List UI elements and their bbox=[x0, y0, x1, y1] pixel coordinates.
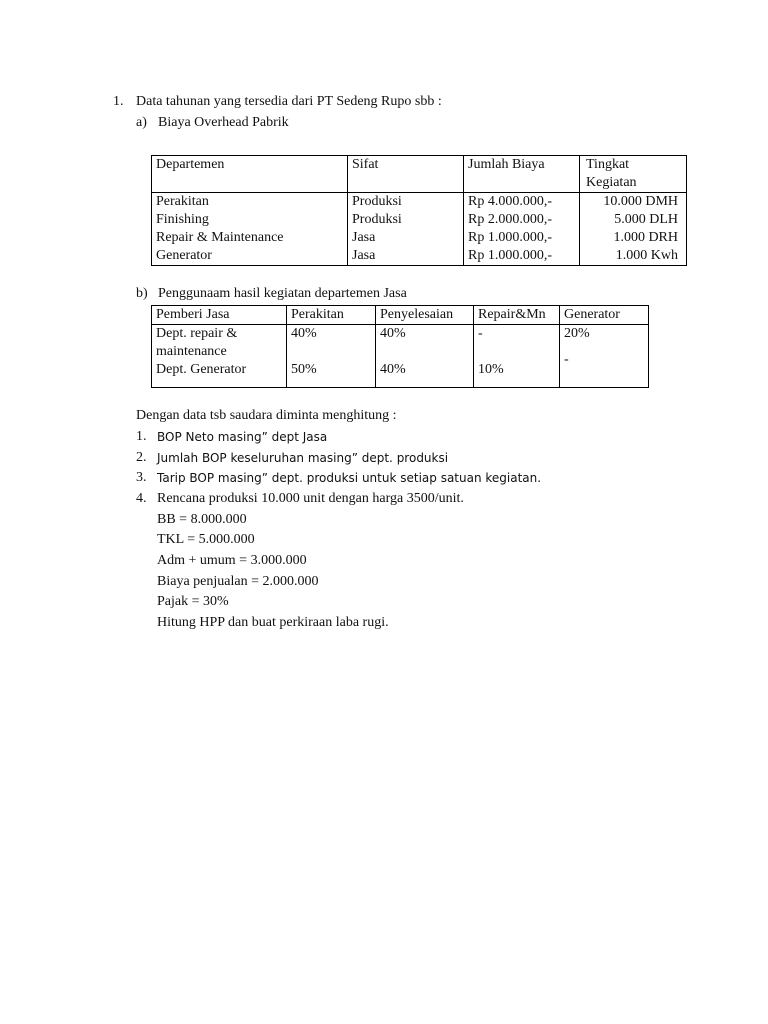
header-generator: Generator bbox=[560, 306, 649, 325]
task-3-text: Tarip BOP masing” dept. produksi untuk setiap satuan kegiatan. bbox=[157, 471, 542, 485]
table-cell: 50% bbox=[291, 362, 317, 377]
q1-text: Data tahunan yang tersedia dari PT Sedeng Rupo sbb : bbox=[136, 94, 442, 109]
col-jumlah-biaya bbox=[464, 193, 580, 266]
table-cell: 40% bbox=[380, 326, 406, 341]
task-4-text: Rencana produksi 10.000 unit dengan harga 3500/unit. bbox=[157, 491, 464, 506]
table-cell: Repair & Maintenance bbox=[156, 230, 284, 245]
table-cell: Dept. repair & bbox=[156, 326, 238, 341]
overhead-table-header bbox=[152, 156, 687, 193]
table-cell: Finishing bbox=[156, 212, 209, 227]
table-cell: Rp 1.000.000,- bbox=[468, 230, 552, 245]
task-2-number: 2. bbox=[136, 450, 147, 465]
col-generator bbox=[560, 325, 649, 388]
table-cell: Rp 2.000.000,- bbox=[468, 212, 552, 227]
detail-biaya-penjualan: Biaya penjualan = 2.000.000 bbox=[157, 574, 319, 589]
table-cell: 40% bbox=[380, 362, 406, 377]
part-b-label: b) bbox=[136, 286, 148, 301]
header-perakitan: Perakitan bbox=[287, 306, 376, 325]
col-sifat bbox=[348, 193, 464, 266]
detail-pajak: Pajak = 30% bbox=[157, 594, 229, 609]
detail-bb: BB = 8.000.000 bbox=[157, 512, 247, 527]
header-departemen: Departemen bbox=[152, 156, 348, 193]
overhead-table bbox=[151, 155, 687, 266]
q1-number: 1. bbox=[113, 94, 124, 109]
table-cell: Produksi bbox=[352, 212, 402, 227]
overhead-table-body bbox=[152, 193, 687, 266]
part-b-title: Penggunaam hasil kegiatan departemen Jasa bbox=[158, 286, 407, 301]
header-sifat: Sifat bbox=[348, 156, 464, 193]
table-cell: 40% bbox=[291, 326, 317, 341]
tasks-intro: Dengan data tsb saudara diminta menghitung : bbox=[136, 408, 397, 423]
header-jumlah-biaya: Jumlah Biaya bbox=[464, 156, 580, 193]
detail-adm-umum: Adm + umum = 3.000.000 bbox=[157, 553, 307, 568]
table-cell: Perakitan bbox=[156, 194, 209, 209]
header-penyelesaian: Penyelesaian bbox=[376, 306, 474, 325]
table-cell: - bbox=[564, 352, 569, 367]
col-perakitan bbox=[287, 325, 376, 388]
table-cell: Jasa bbox=[352, 248, 376, 263]
task-2-text: Jumlah BOP keseluruhan masing” dept. produksi bbox=[157, 451, 449, 465]
table-cell: 10.000 DMH bbox=[603, 194, 678, 209]
part-a-title: Biaya Overhead Pabrik bbox=[158, 115, 289, 130]
header-pemberi-jasa: Pemberi Jasa bbox=[152, 306, 287, 325]
table-cell: Dept. Generator bbox=[156, 362, 247, 377]
table-cell: Rp 1.000.000,- bbox=[468, 248, 552, 263]
task-3-number: 3. bbox=[136, 470, 147, 485]
table-cell: maintenance bbox=[156, 344, 227, 359]
service-usage-header bbox=[152, 306, 649, 325]
col-pemberi-jasa bbox=[152, 325, 287, 388]
task-1-number: 1. bbox=[136, 429, 147, 444]
table-cell: 1.000 DRH bbox=[613, 230, 678, 245]
header-tingkat-kegiatan: Tingkat Kegiatan bbox=[580, 156, 687, 193]
table-cell: 10% bbox=[478, 362, 504, 377]
table-cell: Rp 4.000.000,- bbox=[468, 194, 552, 209]
task-4-number: 4. bbox=[136, 491, 147, 506]
col-tingkat-kegiatan bbox=[580, 193, 687, 266]
table-cell: Produksi bbox=[352, 194, 402, 209]
table-cell: - bbox=[478, 326, 483, 341]
col-departemen bbox=[152, 193, 348, 266]
col-repair-mn bbox=[474, 325, 560, 388]
table-cell: 5.000 DLH bbox=[614, 212, 678, 227]
service-usage-body bbox=[152, 325, 649, 388]
table-cell: 1.000 Kwh bbox=[615, 248, 678, 263]
detail-instruction: Hitung HPP dan buat perkiraan laba rugi. bbox=[157, 615, 389, 630]
table-cell: 20% bbox=[564, 326, 590, 341]
table-cell: Generator bbox=[156, 248, 212, 263]
part-a-label: a) bbox=[136, 115, 147, 130]
header-repair-mn: Repair&Mn bbox=[474, 306, 560, 325]
detail-tkl: TKL = 5.000.000 bbox=[157, 532, 255, 547]
table-cell: Jasa bbox=[352, 230, 376, 245]
task-1-text: BOP Neto masing” dept Jasa bbox=[157, 430, 328, 444]
service-usage-table bbox=[151, 305, 649, 388]
col-penyelesaian bbox=[376, 325, 474, 388]
